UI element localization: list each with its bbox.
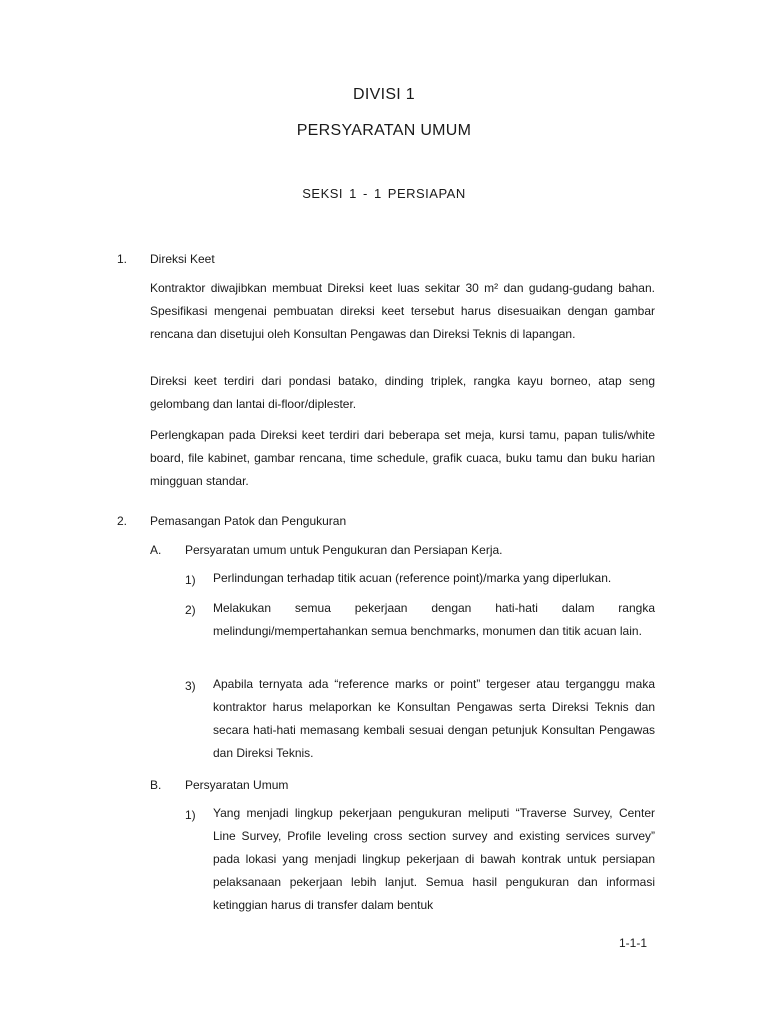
- document-title: PERSYARATAN UMUM: [296, 122, 472, 139]
- section-heading: SEKSI 1 - 1 PERSIAPAN: [302, 186, 466, 201]
- subsection-heading: Persyaratan umum untuk Pengukuran dan Persiapan Kerja.: [185, 543, 503, 557]
- list-item: Melakukan semua pekerjaan dengan hati-hati dalam rangka melindungi/mempertahankan semua benchmarks, monumen dan titik acuan lain.: [213, 601, 655, 638]
- subsection-heading: Persyaratan Umum: [185, 778, 289, 792]
- page-number: 1-1-1: [619, 936, 648, 950]
- list-item: Yang menjadi lingkup pekerjaan pengukuran meliputi “Traverse Survey, Center Line Survey, Profile leveling cross section survey and existing services survey” pada lokasi yang menjadi lingkup pekerjaan di bawah kontrak untuk persiapan pelaksanaan pekerjaan lebih lanjut. Semua hasil pengukuran dan informasi ketinggian harus di transfer dalam bentuk: [213, 806, 655, 912]
- paragraph: Kontraktor diwajibkan membuat Direksi keet luas sekitar 30 m² dan gudang-gudang bahan. Spesifikasi mengenai pembuatan direksi keet tersebut harus disesuaikan dengan gambar rencana dan disetujui oleh Konsultan Pengawas dan Direksi Teknis di lapangan.: [150, 281, 655, 341]
- item-number: 2): [185, 603, 196, 617]
- item-number: 1): [185, 808, 196, 822]
- item-number: 3): [185, 679, 196, 693]
- subsection-letter: A.: [150, 543, 162, 557]
- subsection-letter: B.: [150, 778, 162, 792]
- item-number: 1): [185, 573, 196, 587]
- section-heading-patok: Pemasangan Patok dan Pengukuran: [150, 514, 347, 528]
- division-heading: DIVISI 1: [353, 86, 415, 103]
- list-item: Perlindungan terhadap titik acuan (reference point)/marka yang diperlukan.: [213, 571, 612, 585]
- list-item: Apabila ternyata ada “reference marks or point” tergeser atau terganggu maka kontraktor harus melaporkan ke Konsultan Pengawas serta Direksi Teknis dan secara hati-hati memasang kembali sesuai dengan petunjuk Konsultan Pengawas dan Direksi Teknis.: [213, 677, 655, 760]
- paragraph: Direksi keet terdiri dari pondasi batako, dinding triplek, rangka kayu borneo, atap seng gelombang dan lantai di-floor/diplester.: [150, 374, 655, 411]
- section-heading-direksi-keet: Direksi Keet: [150, 252, 215, 266]
- section-number: 2.: [117, 514, 128, 528]
- paragraph: Perlengkapan pada Direksi keet terdiri dari beberapa set meja, kursi tamu, papan tulis/white board, file kabinet, gambar rencana, time schedule, grafik cuaca, buku tamu dan buku harian mingguan standar.: [150, 428, 655, 488]
- section-number: 1.: [117, 252, 128, 266]
